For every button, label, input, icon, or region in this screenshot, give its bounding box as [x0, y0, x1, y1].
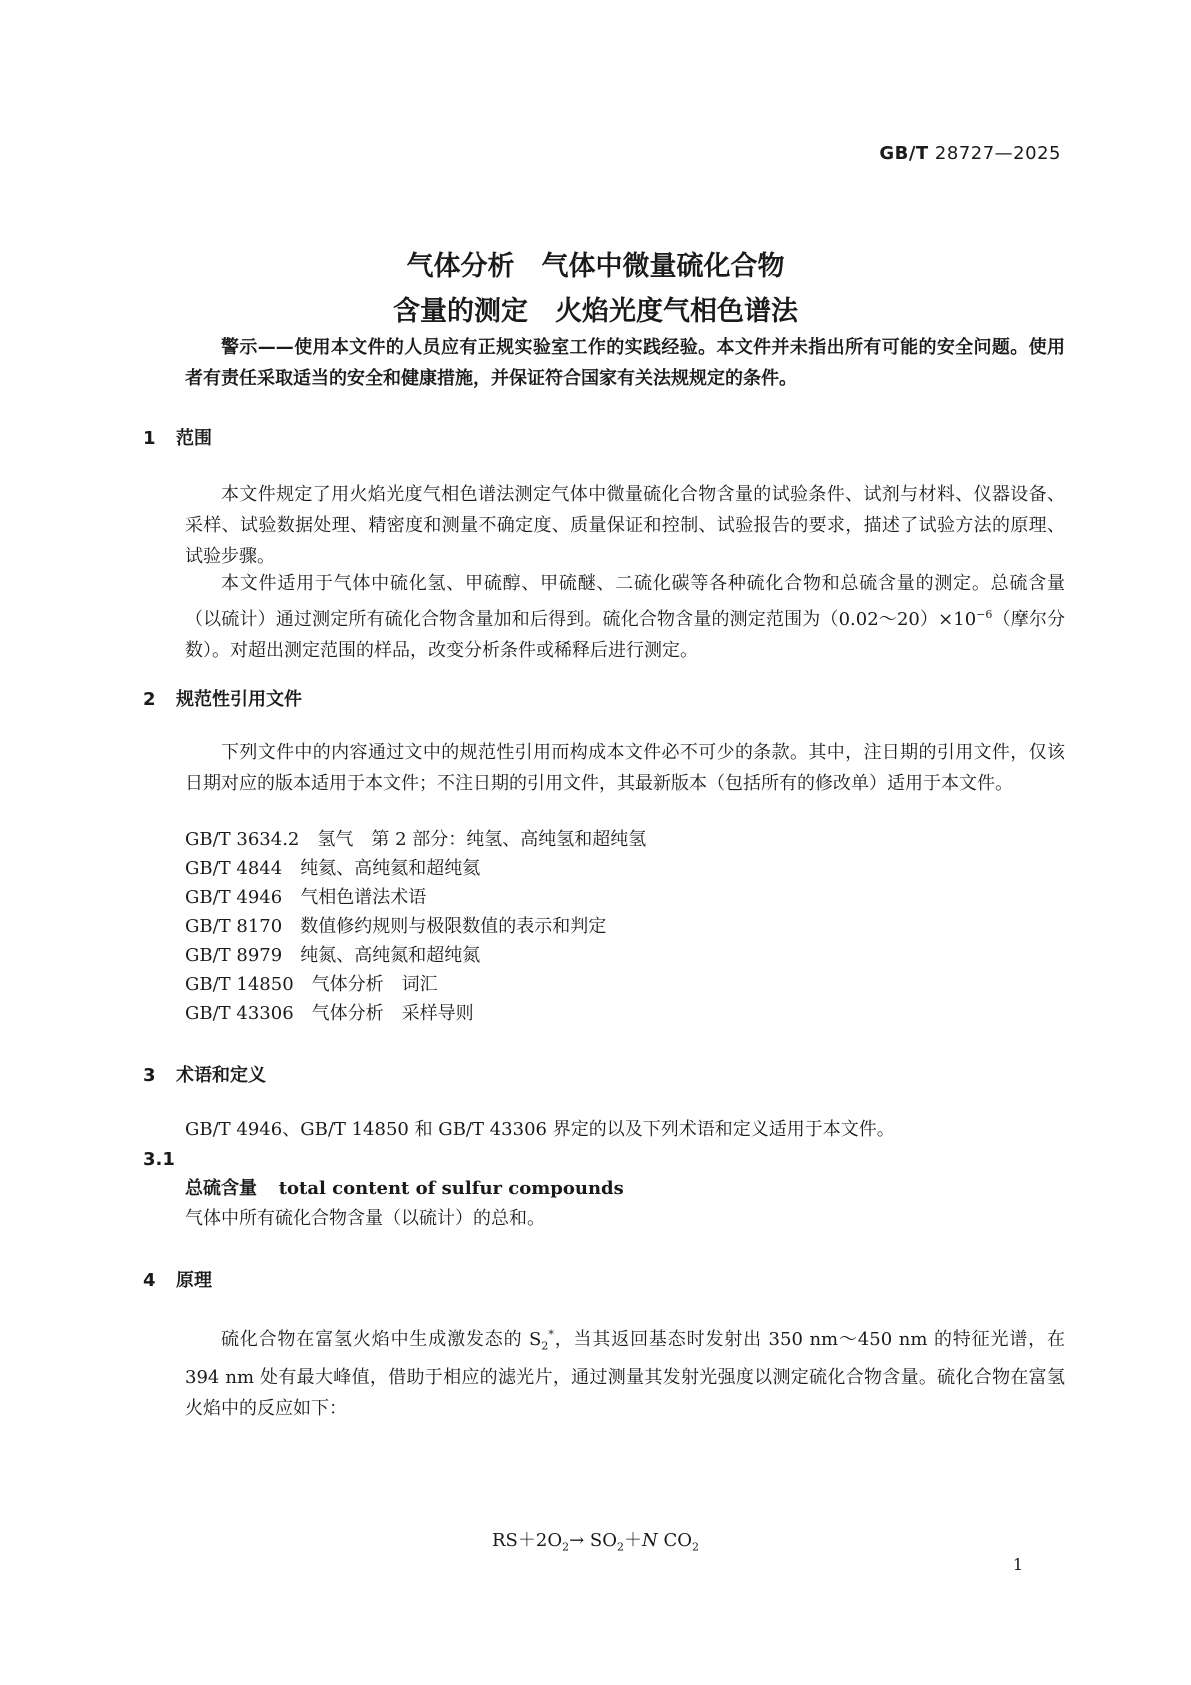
- eq-part: CO: [657, 1530, 692, 1551]
- standard-number: 28727—2025: [934, 143, 1061, 164]
- section-heading-principle: [143, 1266, 212, 1292]
- reference-item: GB/T 43306 气体分析 采样导则: [185, 1003, 474, 1024]
- scope-text-tail: （摩尔分数）。对超出测定范围的样品，改变分析条件或稀释后进行测定。: [185, 609, 1066, 661]
- eq-part: ＋: [623, 1530, 642, 1551]
- section-number: 4: [143, 1270, 156, 1291]
- warning-paragraph: 警示——使用本文件的人员应有正规实验室工作的实践经验。本文件并未指出所有可能的安全问题。使用者有责任采取适当的安全和健康措施，并保证符合国家有关法规规定的条件。: [185, 337, 1065, 389]
- term-definition: 气体中所有硫化合物含量（以硫计）的总和。: [185, 1208, 545, 1229]
- terms-intro: GB/T 4946、GB/T 14850 和 GB/T 43306 界定的以及下列术语和定义适用于本文件。: [185, 1119, 895, 1140]
- eq-subscript: 2: [562, 1540, 570, 1554]
- scope-paragraph-2: [185, 568, 1065, 666]
- arrow-icon: →: [569, 1530, 585, 1551]
- principle-paragraph: [185, 1319, 1065, 1424]
- document-title-line-2: 含量的测定 火焰光度气相色谱法: [393, 296, 798, 327]
- reaction-equation: [0, 1526, 1191, 1554]
- scope-paragraph-1: 本文件规定了用火焰光度气相色谱法测定气体中微量硫化合物含量的试验条件、试剂与材料、仪器设备、采样、试验数据处理、精密度和测量不确定度、质量保证和控制、试验报告的要求，描述了试验方法的原理、试验步骤。: [185, 484, 1065, 567]
- reference-item: GB/T 4844 纯氦、高纯氦和超纯氦: [185, 858, 481, 879]
- term-entry: [185, 1173, 624, 1204]
- principle-text-tail: ，当其返回基态时发射出 350 nm～450 nm 的特征光谱，在 394 nm 处有最大峰值，借助于相应的滤光片，通过测量其发射光强度以测定硫化合物含量。硫化合物在富氢火焰中的反应如下：: [185, 1329, 1065, 1419]
- subclause-number: 3.1: [143, 1149, 175, 1170]
- page-number: 1: [1012, 1555, 1023, 1574]
- section-title: 原理: [176, 1270, 212, 1291]
- section-heading-scope: [143, 424, 212, 450]
- section-number: 1: [143, 428, 156, 449]
- eq-subscript: 2: [616, 1540, 624, 1554]
- reference-item: GB/T 8170 数值修约规则与极限数值的表示和判定: [185, 916, 607, 937]
- section-title: 规范性引用文件: [176, 689, 302, 710]
- eq-variable: N: [641, 1530, 658, 1551]
- standard-code-header: [879, 143, 1061, 164]
- section-heading-terms: [143, 1061, 266, 1087]
- exponent: −6: [976, 608, 993, 621]
- section-title: 范围: [176, 428, 212, 449]
- standard-prefix: GB/T: [879, 143, 929, 164]
- principle-text: 硫化合物在富氢火焰中生成激发态的 S: [221, 1329, 542, 1350]
- scope-text: 本文件适用于气体中硫化氢、甲硫醇、甲硫醚、二硫化碳等各种硫化合物和总硫含量的测定。总硫含量（以硫计）通过测定所有硫化合物含量加和后得到。硫化合物含量的测定范围为（0.02～20）×10: [185, 573, 1065, 630]
- section-heading-normative-references: [143, 685, 302, 711]
- subscript: 2: [541, 1339, 549, 1353]
- reference-item: GB/T 8979 纯氮、高纯氮和超纯氮: [185, 945, 481, 966]
- document-title-line-1: 气体分析 气体中微量硫化合物: [406, 251, 785, 282]
- section-title: 术语和定义: [176, 1065, 266, 1086]
- eq-part: RS＋2O: [491, 1530, 563, 1551]
- section-number: 3: [143, 1065, 156, 1086]
- reference-item: GB/T 4946 气相色谱法术语: [185, 887, 427, 908]
- reference-item: GB/T 3634.2 氢气 第 2 部分：纯氢、高纯氢和超纯氢: [185, 829, 647, 850]
- section-number: 2: [143, 689, 156, 710]
- reference-item: GB/T 14850 气体分析 词汇: [185, 974, 438, 995]
- eq-subscript: 2: [692, 1540, 699, 1554]
- term-chinese: 总硫含量: [185, 1178, 257, 1199]
- term-english: total content of sulfur compounds: [278, 1178, 624, 1199]
- references-intro: 下列文件中的内容通过文中的规范性引用而构成本文件必不可少的条款。其中，注日期的引用文件，仅该日期对应的版本适用于本文件；不注日期的引用文件，其最新版本（包括所有的修改单）适用于本文件。: [185, 742, 1065, 794]
- eq-part: SO: [584, 1530, 617, 1551]
- superscript: *: [548, 1328, 554, 1341]
